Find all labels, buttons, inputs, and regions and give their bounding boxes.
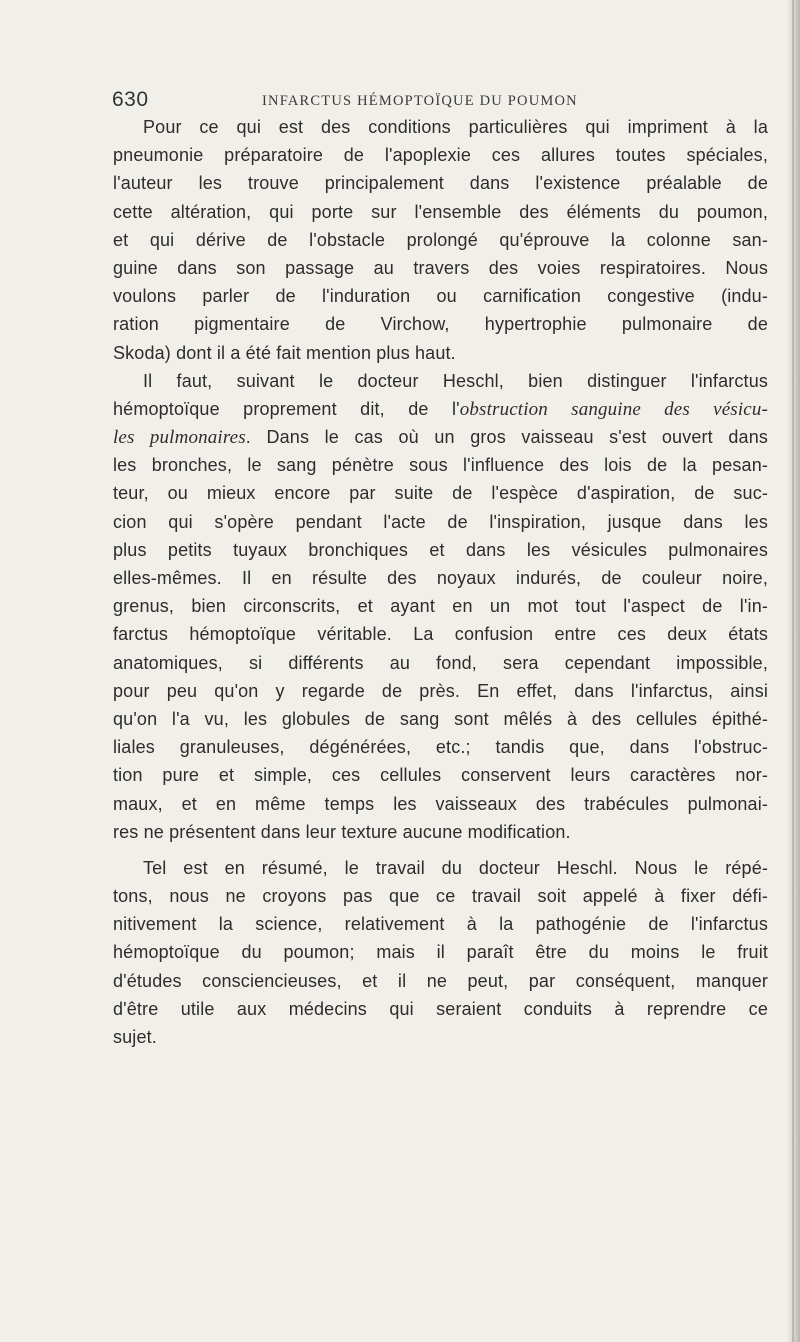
paragraph [113, 367, 768, 846]
text-line: tons, nous ne croyons pas que ce travail soit appelé à fixer défi- [113, 886, 768, 907]
text-line: Pour ce qui est des conditions particulières qui impriment à la [143, 117, 768, 137]
text-line: ration pigmentaire de Virchow, hypertrophie pulmonaire de [113, 314, 768, 335]
body-text [113, 113, 768, 1051]
text-line: plus petits tuyaux bronchiques et dans les vésicules pulmonaires [113, 539, 768, 560]
text-line: les bronches, le sang pénètre sous l'influence des lois de la pesan- [113, 455, 768, 476]
text-line: pour peu qu'on y regarde de près. En effet, dans l'infarctus, ainsi [113, 680, 768, 701]
text-line: Il faut, suivant le docteur Heschl, bien distinguer l'infarctus [143, 370, 768, 391]
running-head: INFARCTUS HÉMOPTOÏQUE DU POUMON [262, 93, 578, 109]
text-line: nitivement la science, relativement à la pathogénie de l'infarctus [113, 914, 768, 935]
text-line: farctus hémoptoïque véritable. La confusion entre ces deux états [113, 624, 768, 645]
text-line: hémoptoïque du poumon; mais il paraît être du moins le fruit [113, 942, 768, 963]
text-line: elles-mêmes. Il en résulte des noyaux indurés, de couleur noire, [113, 568, 768, 588]
text-line: l'auteur les trouve principalement dans l'existence préalable de [113, 173, 768, 194]
text-line: cette altération, qui porte sur l'ensemble des éléments du poumon, [113, 201, 768, 222]
text-line: tion pure et simple, ces cellules conservent leurs caractères nor- [113, 765, 768, 786]
text-line: grenus, bien circonscrits, et ayant en un mot tout l'aspect de l'in- [113, 596, 768, 617]
text-run: . Dans le cas où un gros vaisseau s'est ouvert dans [245, 427, 768, 448]
text-line: d'être utile aux médecins qui seraient conduits à reprendre ce [113, 998, 768, 1019]
text-line: sujet. [113, 1027, 157, 1047]
text-line: res ne présentent dans leur texture aucune modification. [113, 821, 571, 842]
text-line: guine dans son passage au travers des voies respiratoires. Nous [113, 257, 768, 278]
text-line: et qui dérive de l'obstacle prolongé qu'éprouve la colonne san- [113, 229, 768, 250]
paragraph [113, 113, 768, 367]
italic-text-run: les pulmonaires [113, 427, 246, 449]
text-run: hémoptoïque proprement dit, de l' [113, 398, 460, 419]
page-edge-line [792, 0, 794, 1342]
paragraph [113, 854, 768, 1051]
text-line: Tel est en résumé, le travail du docteur Heschl. Nous le répé- [143, 857, 768, 878]
text-line: cion qui s'opère pendant l'acte de l'inspiration, jusque dans les [113, 511, 768, 532]
text-line: d'études consciencieuses, et il ne peut, par conséquent, manquer [113, 970, 768, 991]
text-line: anatomiques, si différents au fond, sera cependant impossible, [113, 652, 768, 673]
text-line: qu'on l'a vu, les globules de sang sont mêlés à des cellules épithé- [113, 708, 768, 729]
text-line: Skoda) dont il a été fait mention plus haut. [113, 342, 456, 363]
text-line [113, 395, 768, 423]
paragraph-gap [113, 846, 768, 854]
text-line: liales granuleuses, dégénérées, etc.; tandis que, dans l'obstruc- [113, 737, 768, 758]
italic-text-run: obstruction sanguine des vésicu- [459, 398, 768, 420]
text-line: voulons parler de l'induration ou carnification congestive (indu- [113, 286, 768, 307]
text-line [113, 423, 768, 451]
text-line: maux, et en même temps les vaisseaux des trabécules pulmonai- [113, 793, 768, 814]
text-line: teur, ou mieux encore par suite de l'espèce d'aspiration, de suc- [113, 483, 768, 504]
page-number: 630 [112, 88, 149, 111]
text-line: pneumonie préparatoire de l'apoplexie ces allures toutes spéciales, [113, 145, 768, 166]
